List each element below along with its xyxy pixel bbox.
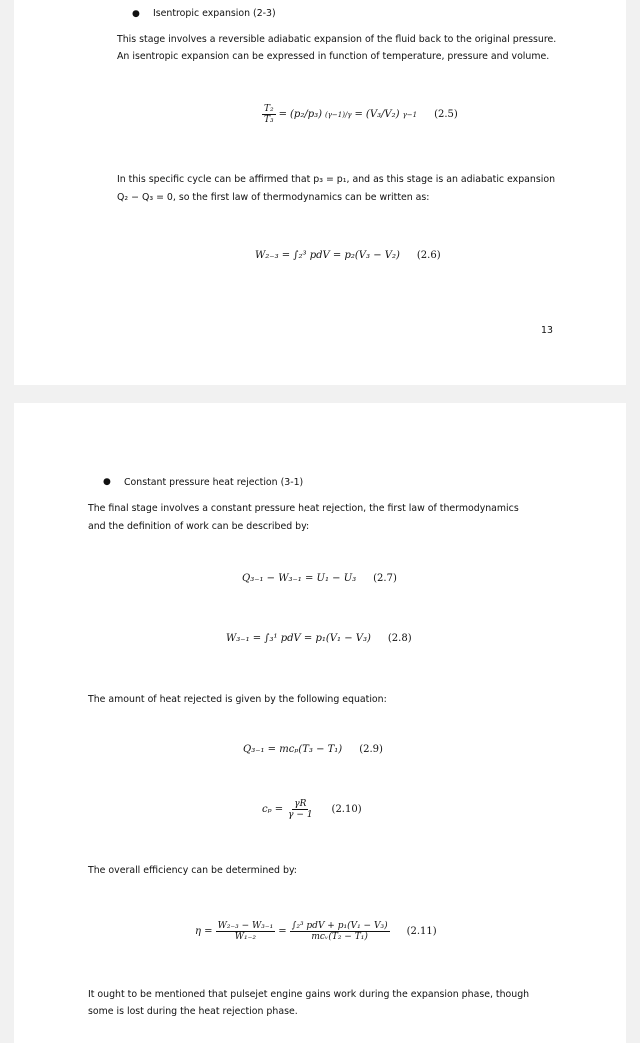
fraction-denominator: mcᵥ(T₂ − T₁) (311, 932, 368, 942)
exponent: γ−1 (402, 110, 418, 119)
fraction-denominator: W₁₋₂ (234, 932, 257, 942)
pressure-ratio: (p₂/p₃) (290, 109, 323, 120)
paragraph-line: some is lost during the heat rejection phase. (88, 1006, 298, 1017)
equation-2-11: η = $\frac{\text{W₂₋₃ − W₃₋₁}}{\text{W₁₋₂}}$ = $\frac{\text{∫₂³ pdV + p₁(V₁ − V₃)}}{\text{mcᵥ(T₂ − T₁)}}$ (2.11) (195, 921, 437, 942)
equation-body: Q₃₋₁ − W₃₋₁ = U₁ − U₃ (242, 573, 357, 584)
fraction-numerator: γR (294, 799, 307, 809)
paragraph-line: and the definition of work can be described by: (88, 521, 310, 532)
equation-lhs: cₚ = (262, 804, 284, 815)
equation-body: W₃₋₁ = ∫₃¹ pdV = p₁(V₁ − V₃) (226, 633, 371, 644)
volume-ratio: (V₃/V₂) (365, 109, 400, 120)
document-page-14 (14, 403, 626, 1043)
document-page-13 (14, 0, 626, 385)
fraction-numerator: W₂₋₃ − W₃₋₁ (217, 921, 274, 931)
paragraph-line: This stage involves a reversible adiabatic expansion of the fluid back to the original pressure. (117, 34, 557, 45)
page-number: 13 (541, 325, 553, 336)
paragraph-line: The amount of heat rejected is given by the following equation: (88, 694, 387, 705)
paragraph-line: Q₂ − Q₃ = 0, so the first law of thermodynamics can be written as: (117, 192, 430, 203)
bullet-icon: ● (103, 477, 111, 487)
fraction-numerator: ∫₂³ pdV + p₁(V₁ − V₃) (291, 921, 388, 931)
exponent: (γ−1)/γ (325, 110, 352, 119)
equation-lhs: η = (195, 926, 213, 937)
fraction-numerator: T₂ (264, 104, 274, 114)
equation-number: (2.11) (406, 926, 437, 937)
paragraph-line: The overall efficiency can be determined by: (88, 865, 297, 876)
fraction-denominator: γ − 1 (288, 810, 313, 820)
paragraph-line: It ought to be mentioned that pulsejet engine gains work during the expansion phase, though (88, 989, 530, 1000)
equation-number: (2.5) (434, 109, 458, 120)
equation-number: (2.6) (416, 250, 441, 261)
equation-2-5: $\frac{\text{T₂}}{\text{T₃}}$ = (p₂/p₃) (γ−1)/γ = (V₃/V₂) γ−1 (2.5) (264, 104, 458, 125)
fraction-denominator: T₃ (264, 115, 274, 125)
equation-2-10 (262, 799, 362, 820)
equation-number: (2.7) (373, 573, 397, 584)
equation-2-6 (255, 250, 441, 261)
equation-2-7 (242, 573, 397, 584)
equation-body: W₂₋₃ = ∫₂³ pdV = p₂(V₃ − V₂) (255, 250, 400, 261)
bullet-heading: Constant pressure heat rejection (3-1) (124, 477, 304, 488)
equation-number: (2.8) (387, 633, 412, 644)
equation-number: (2.10) (331, 804, 362, 815)
paragraph-line: In this specific cycle can be affirmed that p₃ = p₁, and as this stage is an adiabatic expansion (117, 174, 556, 185)
bullet-heading: Isentropic expansion (2-3) (153, 8, 276, 19)
equation-number: (2.9) (359, 744, 383, 755)
bullet-icon: ● (132, 9, 140, 19)
equation-2-9 (243, 744, 383, 755)
paragraph-line: An isentropic expansion can be expressed in function of temperature, pressure and volume. (117, 51, 550, 62)
equation-body: Q₃₋₁ = mcₚ(T₃ − T₁) (243, 744, 343, 755)
paragraph-line: The final stage involves a constant pressure heat rejection, the first law of thermodynamics (88, 503, 519, 514)
equation-2-8 (226, 633, 412, 644)
